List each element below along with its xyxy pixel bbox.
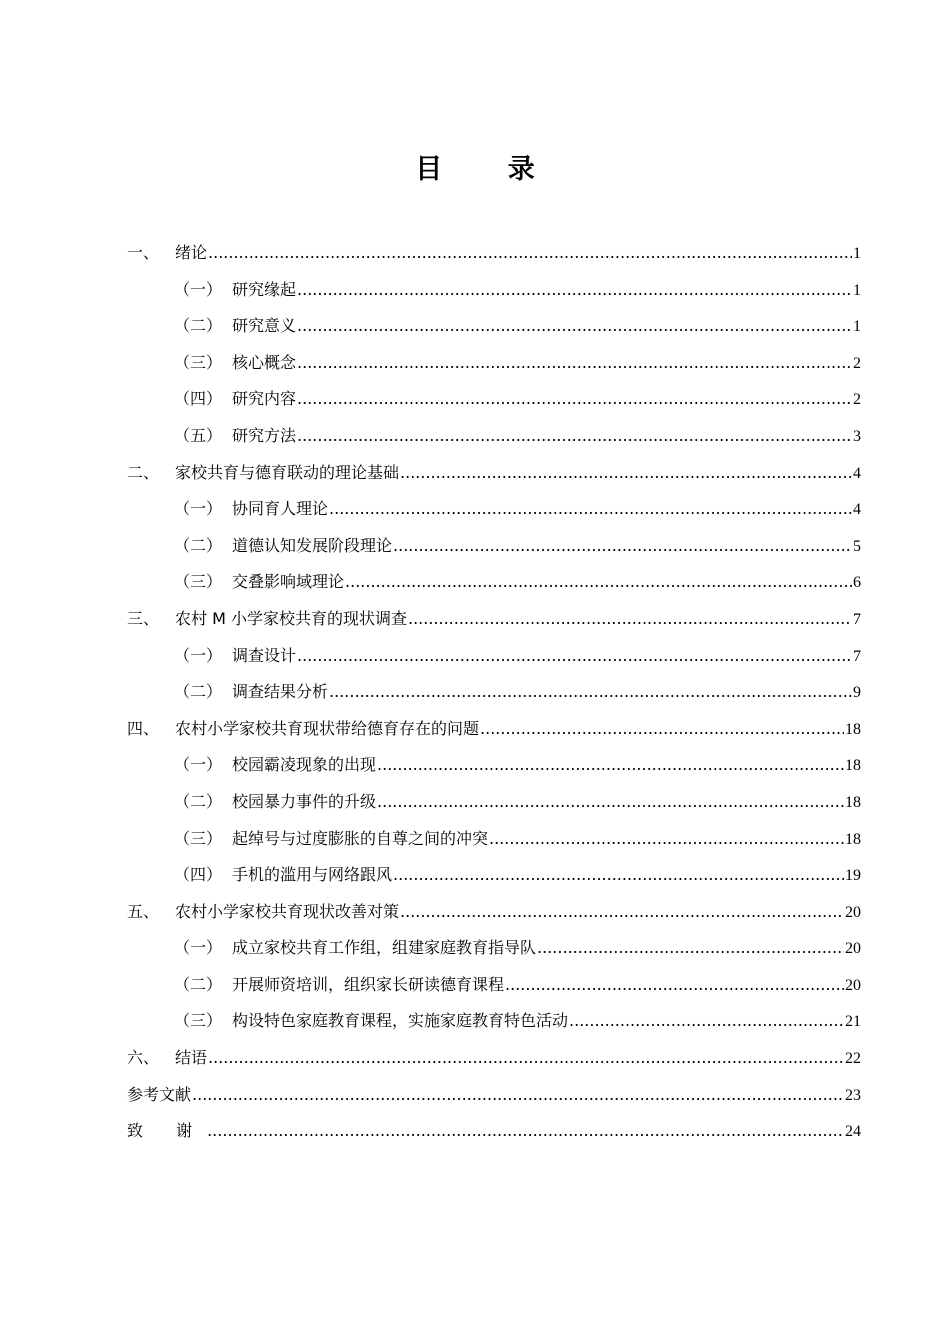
- toc-entry-number: （二）: [174, 974, 223, 994]
- toc-entry[interactable]: [127, 857, 861, 894]
- toc-page-number: 24: [845, 1123, 861, 1141]
- toc-entry-number: 六、: [127, 1048, 160, 1068]
- toc-entry-number: （三）: [174, 572, 223, 592]
- toc-entry-number: （一）: [174, 645, 223, 665]
- toc-entry-title: 研究方法: [232, 425, 297, 445]
- toc-dot-leader: [329, 491, 852, 528]
- toc-entry-number: （二）: [174, 791, 223, 811]
- toc-entry[interactable]: [127, 308, 861, 345]
- toc-dot-leader: [208, 1040, 844, 1077]
- toc-dot-leader: [377, 747, 844, 784]
- toc-entry-number: （三）: [174, 1011, 223, 1031]
- toc-entry-title: 手机的滥用与网络跟风: [232, 865, 393, 885]
- toc-page-number: 7: [853, 610, 861, 628]
- toc-entry[interactable]: [127, 747, 861, 784]
- toc-entry-title: 绪论: [175, 243, 208, 262]
- toc-entry-title: 道德认知发展阶段理论: [232, 535, 393, 555]
- toc-page-number: 6: [853, 574, 861, 592]
- toc-entry[interactable]: [127, 491, 861, 528]
- toc-dot-leader: [400, 455, 852, 492]
- toc-page-number: 9: [853, 684, 861, 702]
- toc-page-number: 23: [845, 1086, 861, 1104]
- toc-entry[interactable]: [127, 601, 861, 638]
- toc-entry[interactable]: [127, 1077, 861, 1114]
- toc-entry[interactable]: [127, 930, 861, 967]
- page-title: 目 录: [415, 154, 563, 185]
- toc-entry-number: （一）: [174, 499, 223, 519]
- toc-entry-title: 农村 M 小学家校共育的现状调查: [175, 608, 407, 628]
- toc-entry[interactable]: [127, 1003, 861, 1040]
- toc-entry[interactable]: [127, 711, 861, 748]
- toc-dot-leader: [297, 272, 852, 309]
- toc-page-number: 3: [853, 427, 861, 445]
- toc-entry-title: 农村小学家校共育现状带给德育存在的问题: [175, 718, 480, 738]
- toc-entry-number: （二）: [174, 682, 223, 702]
- toc-dot-leader: [297, 345, 852, 382]
- toc-entry[interactable]: [127, 564, 861, 601]
- toc-dot-leader: [393, 528, 852, 565]
- toc-entry-title: 致 谢: [127, 1121, 207, 1141]
- toc-entry-number: 二、: [127, 462, 160, 482]
- toc-entry-number: （一）: [174, 279, 223, 299]
- toc-entry-title: 农村小学家校共育现状改善对策: [175, 901, 400, 921]
- toc-entry-title: 核心概念: [232, 352, 297, 372]
- toc-page-number: 7: [853, 647, 861, 665]
- toc-entry-number: （四）: [174, 389, 223, 409]
- toc-entry[interactable]: [127, 894, 861, 931]
- toc-entry-title: 校园霸凌现象的出现: [232, 755, 377, 775]
- toc-page-number: 20: [845, 976, 861, 994]
- toc-entry[interactable]: [127, 272, 861, 309]
- toc-dot-leader: [569, 1003, 844, 1040]
- toc-entry-title: 结语: [175, 1048, 208, 1068]
- toc-entry[interactable]: [127, 418, 861, 455]
- toc-dot-leader: [329, 674, 852, 711]
- toc-dot-leader: [537, 930, 844, 967]
- toc-entry[interactable]: [127, 455, 861, 492]
- toc-dot-leader: [297, 381, 852, 418]
- toc-entry[interactable]: [127, 674, 861, 711]
- toc-entry[interactable]: [127, 235, 861, 272]
- toc-entry-number: （二）: [174, 535, 223, 555]
- toc-entry-number: （三）: [174, 828, 223, 848]
- toc-dot-leader: [297, 418, 852, 455]
- toc-dot-leader: [408, 601, 852, 638]
- toc-entry-number: （三）: [174, 352, 223, 372]
- toc-entry-title: 研究意义: [232, 316, 297, 336]
- toc-page-number: 21: [845, 1013, 861, 1031]
- toc-dot-leader: [400, 894, 844, 931]
- toc-entry-title: 构设特色家庭教育课程，实施家庭教育特色活动: [232, 1011, 569, 1031]
- toc-entry-title: 交叠影响域理论: [232, 572, 345, 592]
- toc-dot-leader: [297, 638, 852, 675]
- toc-entry-title: 开展师资培训，组织家长研读德育课程: [232, 974, 505, 994]
- toc-entry[interactable]: [127, 1040, 861, 1077]
- toc-entry-title: 研究内容: [232, 389, 297, 409]
- toc-entry-number: （一）: [174, 938, 223, 958]
- toc-entry[interactable]: [127, 821, 861, 858]
- toc-entry-title: 调查设计: [232, 645, 297, 665]
- toc-entry-title: 校园暴力事件的升级: [232, 791, 377, 811]
- toc-page-number: 19: [845, 867, 861, 885]
- toc-page-number: 18: [845, 793, 861, 811]
- toc-dot-leader: [393, 857, 844, 894]
- toc-dot-leader: [207, 1113, 844, 1150]
- toc-page-number: 18: [845, 757, 861, 775]
- toc-entry[interactable]: [127, 345, 861, 382]
- toc-page-number: 1: [853, 245, 861, 262]
- table-of-contents: [127, 235, 861, 1150]
- toc-page-number: 4: [853, 464, 861, 482]
- toc-dot-leader: [297, 308, 852, 345]
- toc-page-number: 1: [853, 318, 861, 336]
- toc-dot-leader: [208, 235, 852, 272]
- toc-entry-number: （四）: [174, 865, 223, 885]
- toc-entry-number: 五、: [127, 901, 160, 921]
- toc-entry-number: （二）: [174, 316, 223, 336]
- toc-entry[interactable]: [127, 638, 861, 675]
- toc-entry-number: （一）: [174, 755, 223, 775]
- toc-entry[interactable]: [127, 967, 861, 1004]
- toc-entry-title: 起绰号与过度膨胀的自尊之间的冲突: [232, 828, 489, 848]
- toc-entry-title: 成立家校共育工作组，组建家庭教育指导队: [232, 938, 537, 958]
- toc-entry[interactable]: [127, 784, 861, 821]
- toc-page-number: 1: [853, 281, 861, 299]
- toc-entry-title: 调查结果分析: [232, 682, 329, 702]
- toc-page-number: 4: [853, 501, 861, 519]
- toc-entry-number: 三、: [127, 608, 160, 628]
- toc-page-number: 22: [845, 1050, 861, 1068]
- toc-entry-number: （五）: [174, 425, 223, 445]
- toc-entry-number: 一、: [127, 243, 160, 262]
- toc-entry[interactable]: [127, 1113, 861, 1150]
- toc-dot-leader: [377, 784, 844, 821]
- toc-entry-title: 研究缘起: [232, 279, 297, 299]
- toc-dot-leader: [489, 821, 844, 858]
- toc-page-number: 18: [845, 720, 861, 738]
- toc-entry-title: 家校共育与德育联动的理论基础: [175, 462, 400, 482]
- toc-page-number: 18: [845, 830, 861, 848]
- toc-dot-leader: [192, 1077, 844, 1114]
- toc-dot-leader: [505, 967, 844, 1004]
- toc-page-number: 20: [845, 940, 861, 958]
- toc-entry[interactable]: [127, 528, 861, 565]
- toc-page-number: 2: [853, 391, 861, 409]
- toc-page-number: 20: [845, 903, 861, 921]
- toc-page-number: 5: [853, 537, 861, 555]
- toc-dot-leader: [480, 711, 844, 748]
- toc-entry[interactable]: [127, 381, 861, 418]
- toc-entry-title: 参考文献: [127, 1084, 192, 1104]
- toc-dot-leader: [345, 564, 852, 601]
- toc-page-number: 2: [853, 354, 861, 372]
- toc-entry-title: 协同育人理论: [232, 499, 329, 519]
- toc-entry-number: 四、: [127, 718, 160, 738]
